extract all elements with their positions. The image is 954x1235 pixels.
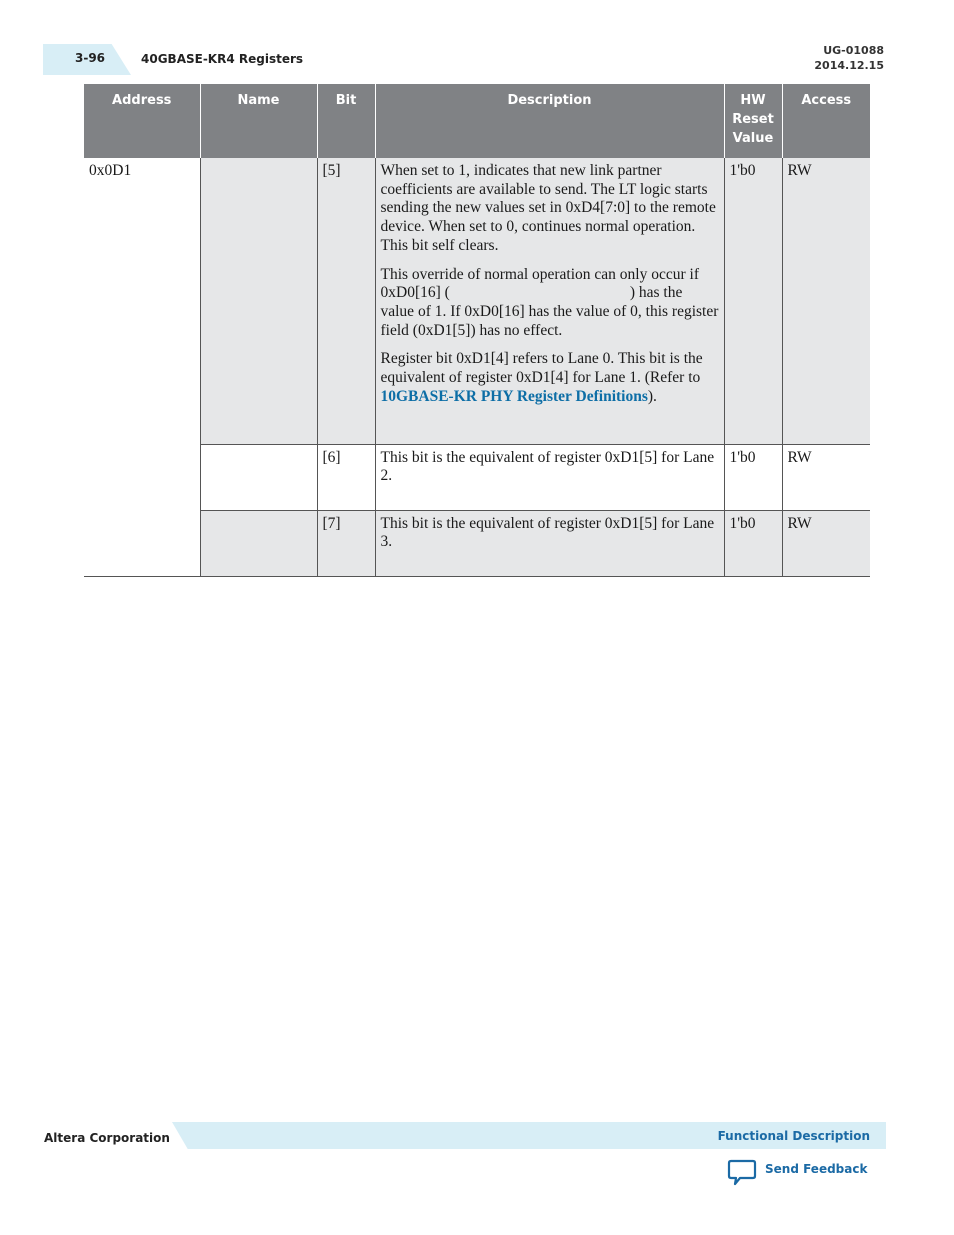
register-definitions-link[interactable]: 10GBASE-KR PHY Register Definitions — [380, 387, 648, 405]
name-cell — [200, 510, 317, 576]
reset-cell: 1'b0 — [724, 158, 782, 444]
send-feedback-label: Send Feedback — [765, 1162, 868, 1176]
table-row — [84, 444, 870, 510]
description-cell: This bit is the equivalent of register 0xD1[5] for Lane 3. — [375, 510, 724, 576]
description-text: ). — [647, 387, 657, 405]
table-header-row — [84, 84, 870, 158]
address-cell: 0x0D1 — [84, 158, 200, 576]
description-text: Register bit 0xD1[4] refers to Lane 0. This bit is the equivalent of register 0xD1[4] for Lane 1. (Refer to — [380, 350, 703, 387]
doc-meta — [814, 43, 884, 73]
access-cell: RW — [782, 444, 870, 510]
col-name: Name — [200, 84, 317, 158]
bit-cell: [7] — [317, 510, 375, 576]
col-hw-reset: HW Reset Value — [724, 84, 782, 158]
doc-id: UG-01088 — [823, 44, 884, 57]
company-name: Altera Corporation — [44, 1131, 170, 1145]
description-text: This override of normal operation can only occur if 0xD0[16] ( — [380, 265, 699, 302]
description-cell: This bit is the equivalent of register 0xD1[5] for Lane 2. — [375, 444, 724, 510]
access-cell: RW — [782, 158, 870, 444]
table-row — [84, 158, 870, 444]
reset-cell: 1'b0 — [724, 510, 782, 576]
access-cell: RW — [782, 510, 870, 576]
page-number: 3-96 — [75, 51, 106, 65]
bit-cell: [5] — [317, 158, 375, 444]
footer-section-link[interactable]: Functional Description — [717, 1129, 870, 1143]
speech-bubble-icon — [727, 1159, 757, 1187]
register-table — [84, 84, 870, 577]
col-description: Description — [375, 84, 724, 158]
name-cell — [200, 444, 317, 510]
bit-cell: [6] — [317, 444, 375, 510]
table-row — [84, 510, 870, 576]
description-paragraph: When set to 1, indicates that new link partner coefficients are available to send. The LT logic starts sending the new values set in 0xD4[7:0] to the remote device. When set to 0, continues normal operation. This bit self clears. — [380, 162, 716, 254]
reset-cell: 1'b0 — [724, 444, 782, 510]
col-access: Access — [782, 84, 870, 158]
col-bit: Bit — [317, 84, 375, 158]
col-address: Address — [84, 84, 200, 158]
description-cell — [375, 158, 724, 444]
description-paragraph — [381, 350, 719, 406]
send-feedback-button[interactable] — [727, 1159, 867, 1187]
description-paragraph — [381, 266, 719, 341]
doc-date: 2014.12.15 — [814, 59, 884, 72]
name-cell — [200, 158, 317, 444]
description-text: ) has the value of 1. If 0xD0[16] has the value of 0, this register field (0xD1[5]) has no effect. — [380, 284, 719, 339]
section-title: 40GBASE-KR4 Registers — [141, 52, 304, 66]
